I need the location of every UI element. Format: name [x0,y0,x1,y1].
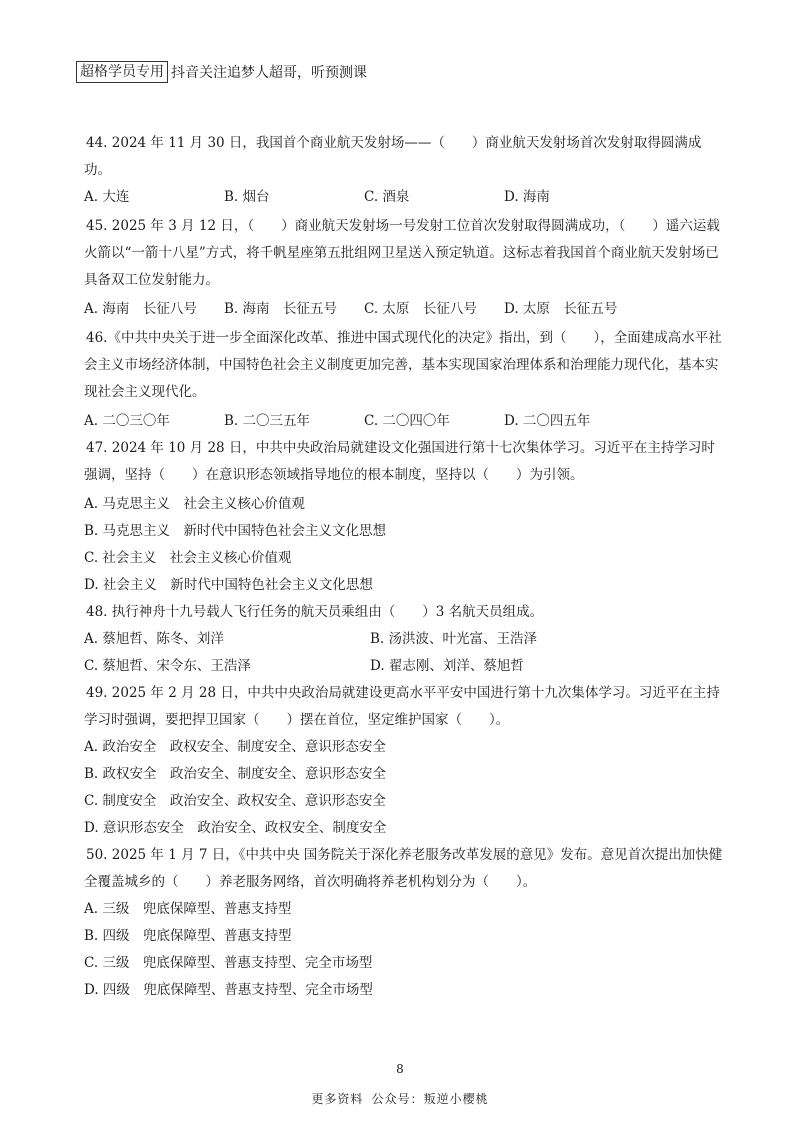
option: A. 马克思主义 社会主义核心价值观 [84,496,305,512]
header-badge: 超格学员专用 [76,61,168,83]
question-45-stem: 45. 2025 年 3 月 12 日，（ ）商业航天发射场一号发射工位首次发射取得圆满成功，（ ）遥六运载火箭以“一箭十八星”方式，将千帆星座第五批组网卫星送入预定轨道。这标志着我国首个商业航天发射场已具备双工位发射能力。 [84,218,720,288]
option: D. 海南 [504,189,550,205]
question-list [84,130,724,1004]
option: C. 社会主义 社会主义核心价值观 [84,550,292,566]
option: B. 政权安全 政治安全、制度安全、意识形态安全 [84,766,387,782]
question-50-stem: 50. 2025 年 1 月 7 日，《中共中央 国务院关于深化养老服务改革发展的意见》发布。意见首次提出加快健全覆盖城乡的（ ）养老服务网络，首次明确将养老机构划分为（ ）。 [84,847,723,890]
page-number: 8 [396,1062,404,1076]
option: B. 汤洪波、叶光富、王浩泽 [370,631,538,647]
option: B. 烟台 [224,189,270,205]
question-45-options [84,296,724,323]
option: A. 政治安全 政权安全、制度安全、意识形态安全 [84,739,386,755]
option: B. 二〇三五年 [224,413,311,429]
option: C. 太原 长征八号 [364,301,477,317]
option: B. 四级 兜底保障型、普惠支持型 [84,928,292,944]
option: C. 三级 兜底保障型、普惠支持型、完全市场型 [84,955,373,971]
header-text: 抖音关注追梦人超哥，听预测课 [171,65,367,81]
question-47-stem: 47. 2024 年 10 月 28 日，中共中央政治局就建设文化强国进行第十七次集体学习。习近平在主持学习时强调，坚持（ ）在意识形态领域指导地位的根本制度，坚持以（ ）为引领。 [84,440,715,483]
option: A. 蔡旭哲、陈冬、刘洋 [84,631,224,647]
question-44-stem: 44. 2024 年 11 月 30 日，我国首个商业航天发射场——（ ）商业航天发射场首次发射取得圆满成功。 [84,135,702,178]
option: C. 蔡旭哲、宋令东、王浩泽 [84,658,251,674]
question-49-stem: 49. 2025 年 2 月 28 日，中共中央政治局就建设更高水平平安中国进行第十九次集体学习。习近平在主持学习时强调，要把捍卫国家（ ）摆在首位，坚定维护国家（ ）。 [84,685,720,728]
option: C. 二〇四〇年 [364,413,450,429]
option: D. 太原 长征五号 [504,301,618,317]
question-46-options [84,408,724,435]
option: B. 海南 长征五号 [224,301,338,317]
question-46-stem: 46.《中共中央关于进一步全面深化改革、推进中国式现代化的决定》指出，到（ ），全面建成高水平社会主义市场经济体制，中国特色社会主义制度更加完善，基本实现国家治理体系和治理能力现代化，基本实现社会主义现代化。 [84,330,722,400]
option: A. 大连 [84,189,130,205]
option: A. 二〇三〇年 [84,413,170,429]
option: A. 海南 长征八号 [84,301,197,317]
question-48-options-row2 [84,653,724,680]
option: C. 酒泉 [364,189,410,205]
option: A. 三级 兜底保障型、普惠支持型 [84,901,292,917]
option: C. 制度安全 政治安全、政权安全、意识形态安全 [84,793,386,809]
question-44-options [84,184,724,211]
option: D. 社会主义 新时代中国特色社会主义文化思想 [84,577,373,593]
option: B. 马克思主义 新时代中国特色社会主义文化思想 [84,523,387,539]
page-header [76,61,367,83]
question-48-stem: 48. 执行神舟十九号载人飞行任务的航天员乘组由（ ）3 名航天员组成。 [86,604,544,620]
option: D. 翟志刚、刘洋、蔡旭哲 [370,658,524,674]
option: D. 四级 兜底保障型、普惠支持型、完全市场型 [84,982,373,998]
option: D. 意识形态安全 政治安全、政权安全、制度安全 [84,820,387,836]
page-footer: 更多资料 公众号：叛逆小樱桃 [311,1092,489,1106]
option: D. 二〇四五年 [504,413,591,429]
question-48-options-row1 [84,626,724,653]
